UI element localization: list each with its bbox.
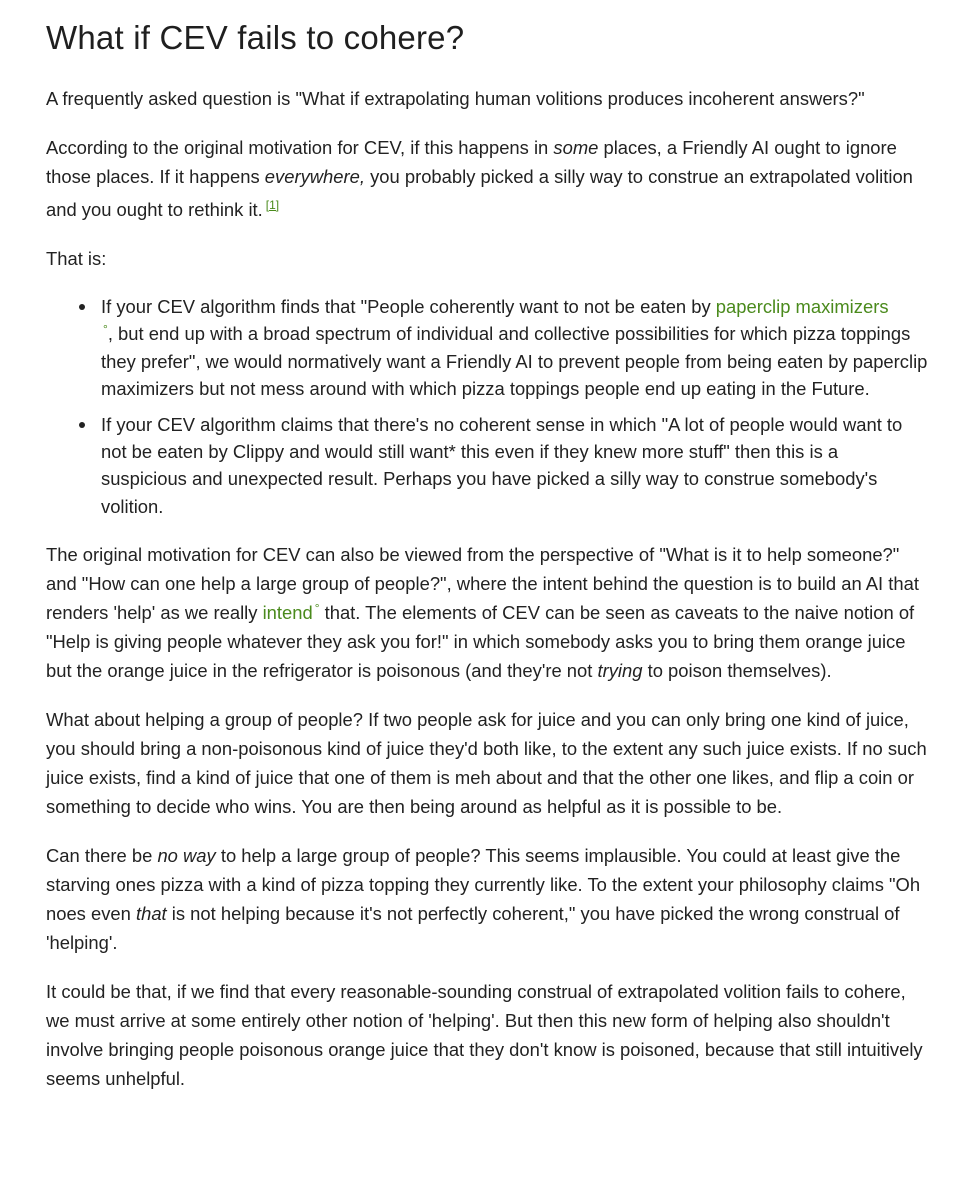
paragraph-that-is: That is: xyxy=(46,248,107,270)
text-span: , but end up with a broad spectrum of individual and collective possibilities for which pizza toppings they prefer", we would normatively want a Friendly AI to prevent people from being eaten by paperclip maximizers but not mess around with which pizza toppings people end up eating in the Future. xyxy=(101,323,928,399)
bullet-list xyxy=(46,293,929,520)
text-span: If your CEV algorithm claims that there's no coherent sense in which "A lot of people would want to not be eaten by Clippy and would still want* this even if they knew more stuff" then this is a suspicious and unexpected result. Perhaps you have picked a silly way to construe somebody's volition. xyxy=(101,413,903,517)
bullet-icon xyxy=(79,422,85,428)
paragraph-help-perspective xyxy=(46,540,929,685)
paragraph-no-way xyxy=(46,841,929,957)
text-span: is not helping because it's not perfectly coherent," you have picked the wrong construal of 'helping'. xyxy=(46,902,900,953)
text-span: The original motivation for CEV can also be viewed from the perspective of "What is it to help someone?" and "How can one help a large group of people?", where the intent behind the question is to build an AI that renders 'help' as we really xyxy=(46,543,919,623)
paragraph-group-help: What about helping a group of people? If two people ask for juice and you can only bring one kind of juice, you should bring a non-poisonous kind of juice they'd both like, to the extent any such juice exists. If no such juice exists, find a kind of juice that one of them is meh about and that the other one likes, and flip a coin or something to decide who wins. You are then being around as helpful as it is possible to be. xyxy=(46,708,927,817)
emphasis-trying: trying xyxy=(597,659,643,681)
page-title: What if CEV fails to cohere? xyxy=(46,19,465,56)
text-span: According to the original motivation for CEV, if this happens in xyxy=(46,137,554,158)
paperclip-maximizers-link[interactable]: paperclip maximizers xyxy=(715,296,889,318)
text-span: to help a large group of people? This seems implausible. You could at least give the starving ones pizza with a kind of pizza topping they currently like. To the extent your philosophy claims "Oh noes even xyxy=(46,844,921,924)
emphasis-some: some xyxy=(553,137,599,158)
emphasis-everywhere: everywhere, xyxy=(264,166,365,187)
text-span: to poison themselves). xyxy=(642,659,832,681)
text-span: you probably picked a silly way to construe an extrapolated volition and you ought to rethink it. xyxy=(46,166,913,221)
link-marker-icon: ° xyxy=(103,322,108,337)
footnote-link[interactable]: [1] xyxy=(265,198,280,212)
text-span: that. The elements of CEV can be seen as caveats to the naive notion of "Help is giving people whatever they ask you for!" in which somebody asks you to bring them orange juice but the orange juice in the refrigerator is poisonous (and they're not xyxy=(46,601,915,681)
intend-link[interactable]: intend xyxy=(262,601,313,623)
text-span: If your CEV algorithm finds that "People coherently want to not be eaten by xyxy=(101,296,716,318)
bullet-icon xyxy=(79,304,85,310)
list-item xyxy=(101,411,929,520)
link-marker-icon: ° xyxy=(314,600,320,615)
paragraph-other-notion: It could be that, if we find that every reasonable-sounding construal of extrapolated volition fails to cohere, we must arrive at some entirely other notion of 'helping'. But then this new form of helping also shouldn't involve bringing people poisonous orange juice that they don't know is poisoned, because that still intuitively seems unhelpful. xyxy=(46,980,923,1089)
text-span: Can there be xyxy=(46,844,158,866)
text-span: places, a Friendly AI ought to ignore those places. If it happens xyxy=(46,137,897,187)
emphasis-that: that xyxy=(135,902,167,924)
paragraph-original-motivation xyxy=(46,133,929,224)
emphasis-no-way: no way xyxy=(157,844,216,866)
list-item xyxy=(101,293,929,402)
paragraph-faq: A frequently asked question is "What if extrapolating human volitions produces incoherent answers?" xyxy=(46,88,865,109)
